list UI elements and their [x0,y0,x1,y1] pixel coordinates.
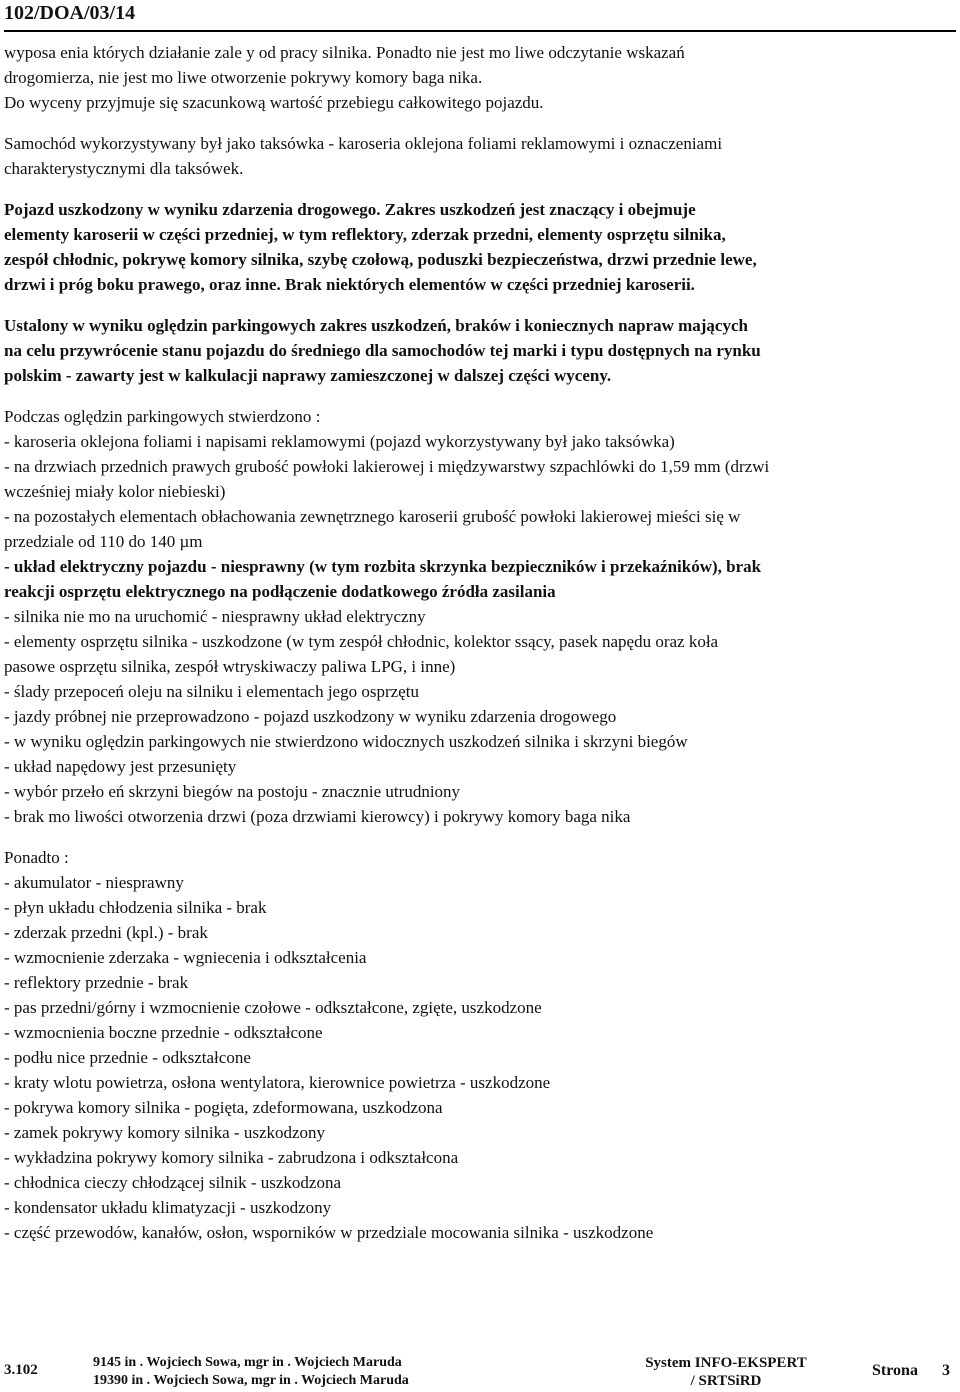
footer-author-line: 9145 in . Wojciech Sowa, mgr in . Wojciech Maruda [93,1355,402,1370]
besides-item: - podłu nice przednie - odkształcone [4,1048,251,1067]
footer-code: 3.102 [4,1362,38,1378]
taxi-paragraph [4,131,954,181]
besides-item: - wzmocnienie zderzaka - wgniecenia i odkształcenia [4,948,367,967]
besides-item: - zamek pokrywy komory silnika - uszkodzony [4,1123,326,1142]
besides-item: - część przewodów, kanałów, osłon, wsporników w przedziale mocowania silnika - uszkodzone [4,1223,654,1242]
besides-heading: Ponadto : [4,848,69,867]
page-header [4,0,956,32]
besides-item: - akumulator - niesprawny [4,873,184,892]
footer-system-suffix: / SRTSiRD [690,1373,762,1389]
besides-item: - wykładzina pokrywy komory silnika - zabrudzona i odkształcona [4,1148,459,1167]
footer-authors [93,1354,409,1390]
intro-paragraph [4,40,954,115]
besides-item: - płyn układu chłodzenia silnika - brak [4,898,267,917]
page-number-block [872,1362,950,1380]
inspection-item: - brak mo liwości otworzenia drzwi (poza drzwiami kierowcy) i pokrywy komory baga nika [4,807,631,826]
inspection-item: - jazdy próbnej nie przeprowadzono - pojazd uszkodzony w wyniku zdarzenia drogowego [4,707,617,726]
inspection-item: - układ napędowy jest przesunięty [4,757,237,776]
inspection-item: - w wyniku oględzin parkingowych nie stwierdzono widocznych uszkodzeń silnika i skrzyni biegów [4,732,688,751]
text-line: zespół chłodnic, pokrywę komory silnika, szybę czołową, poduszki bezpieczeństwa, drzwi przednie lewe, [4,250,757,269]
page-label: Strona [872,1362,918,1379]
besides-section [4,845,954,1245]
besides-item: - kondensator układu klimatyzacji - uszkodzony [4,1198,332,1217]
besides-item: - wzmocnienia boczne przednie - odkształcone [4,1023,323,1042]
inspection-item: - silnika nie mo na uruchomić - niesprawny układ elektryczny [4,607,426,626]
text-line: Pojazd uszkodzony w wyniku zdarzenia drogowego. Zakres uszkodzeń jest znaczący i obejmuje [4,200,696,219]
besides-item: - reflektory przednie - brak [4,973,189,992]
inspection-item: - wybór przeło eń skrzyni biegów na postoju - znacznie utrudniony [4,782,461,801]
text-line: Do wyceny przyjmuje się szacunkową wartość przebiegu całkowitego pojazdu. [4,93,544,112]
footer-author-line: 19390 in . Wojciech Sowa, mgr in . Wojciech Maruda [93,1373,409,1388]
inspection-item: - karoseria oklejona foliami i napisami reklamowymi (pojazd wykorzystywany był jako taksówka) [4,432,675,451]
text-line: drzwi i próg boku prawego, oraz inne. Brak niektórych elementów w części przedniej karoserii. [4,275,695,294]
besides-item: - chłodnica cieczy chłodzącej silnik - uszkodzona [4,1173,342,1192]
inspection-item: - elementy osprzętu silnika - uszkodzone (w tym zespół chłodnic, kolektor ssący, pasek napędu oraz koła [4,632,719,651]
text-line: polskim - zawarty jest w kalkulacji naprawy zamieszczonej w dalszej części wyceny. [4,366,612,385]
text-line: Ustalony w wyniku oględzin parkingowych zakres uszkodzeń, braków i koniecznych napraw mających [4,316,748,335]
inspection-item: reakcji osprzętu elektrycznego na podłączenie dodatkowego źródła zasilania [4,582,556,601]
damage-paragraph [4,197,954,297]
text-line: charakterystycznymi dla taksówek. [4,159,244,178]
page-footer [0,1350,960,1392]
besides-item: - zderzak przedni (kpl.) - brak [4,923,208,942]
text-line: Samochód wykorzystywany był jako taksówka - karoseria oklejona foliami reklamowymi i oznaczeniami [4,134,723,153]
document-reference: 102/DOA/03/14 [4,2,136,24]
document-body [4,40,954,1261]
inspection-item: przedziale od 110 do 140 µm [4,532,203,551]
scope-paragraph [4,313,954,388]
inspection-item: - na drzwiach przednich prawych grubość powłoki lakierowej i międzywarstwy szpachlówki do 1,59 mm (drzwi [4,457,770,476]
inspection-section [4,404,954,829]
text-line: drogomierza, nie jest mo liwe otworzenie pokrywy komory baga nika. [4,68,483,87]
inspection-item: pasowe osprzętu silnika, zespół wtryskiwaczy paliwa LPG, i inne) [4,657,456,676]
text-line: wyposa enia których działanie zale y od pracy silnika. Ponadto nie jest mo liwe odczytanie wskazań [4,43,685,62]
footer-system [640,1354,812,1390]
footer-system-name: System INFO-EKSPERT [645,1355,807,1371]
inspection-item: wcześniej miały kolor niebieski) [4,482,226,501]
inspection-item: - na pozostałych elementach obłachowania zewnętrznego karoserii grubość powłoki lakierowej mieści się w [4,507,741,526]
besides-item: - pas przedni/górny i wzmocnienie czołowe - odkształcone, zgięte, uszkodzone [4,998,542,1017]
besides-item: - pokrywa komory silnika - pogięta, zdeformowana, uszkodzona [4,1098,443,1117]
inspection-heading: Podczas oględzin parkingowych stwierdzono : [4,407,321,426]
besides-item: - kraty wlotu powietrza, osłona wentylatora, kierownice powietrza - uszkodzone [4,1073,551,1092]
inspection-item: - ślady przepoceń oleju na silniku i elementach jego osprzętu [4,682,419,701]
inspection-item: - układ elektryczny pojazdu - niesprawny (w tym rozbita skrzynka bezpieczników i przekaźników), brak [4,557,762,576]
text-line: na celu przywrócenie stanu pojazdu do średniego dla samochodów tej marki i typu dostępnych na rynku [4,341,761,360]
page-number: 3 [941,1362,950,1379]
text-line: elementy karoserii w części przedniej, w tym reflektory, zderzak przedni, elementy osprzętu silnika, [4,225,726,244]
